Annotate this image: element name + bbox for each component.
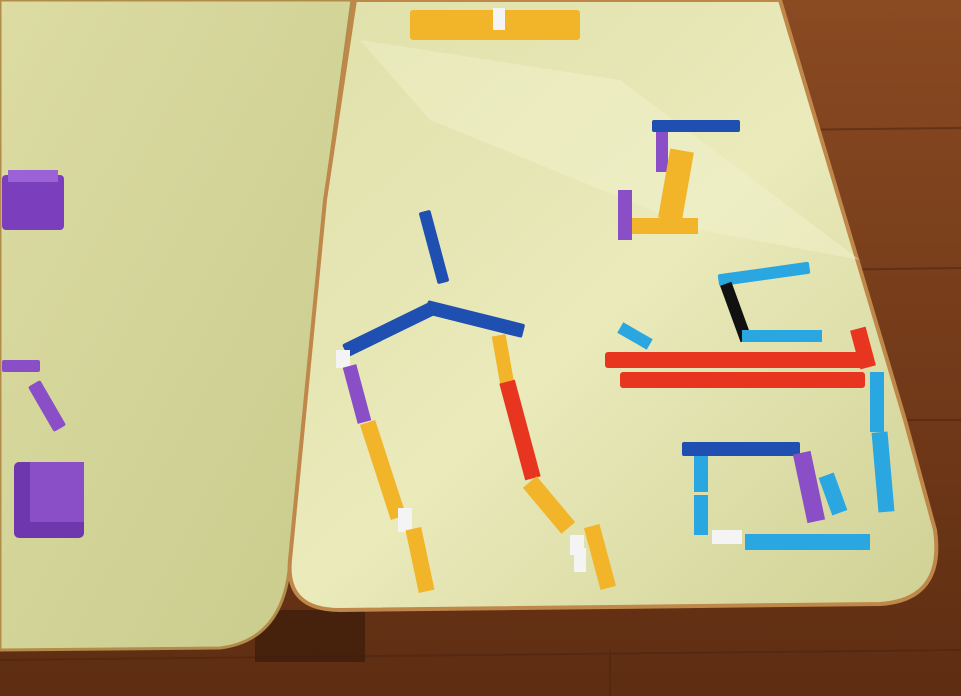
top-yellow-bars [410,8,580,40]
purple-pile-left [2,170,64,230]
purple-block-left [14,462,84,538]
